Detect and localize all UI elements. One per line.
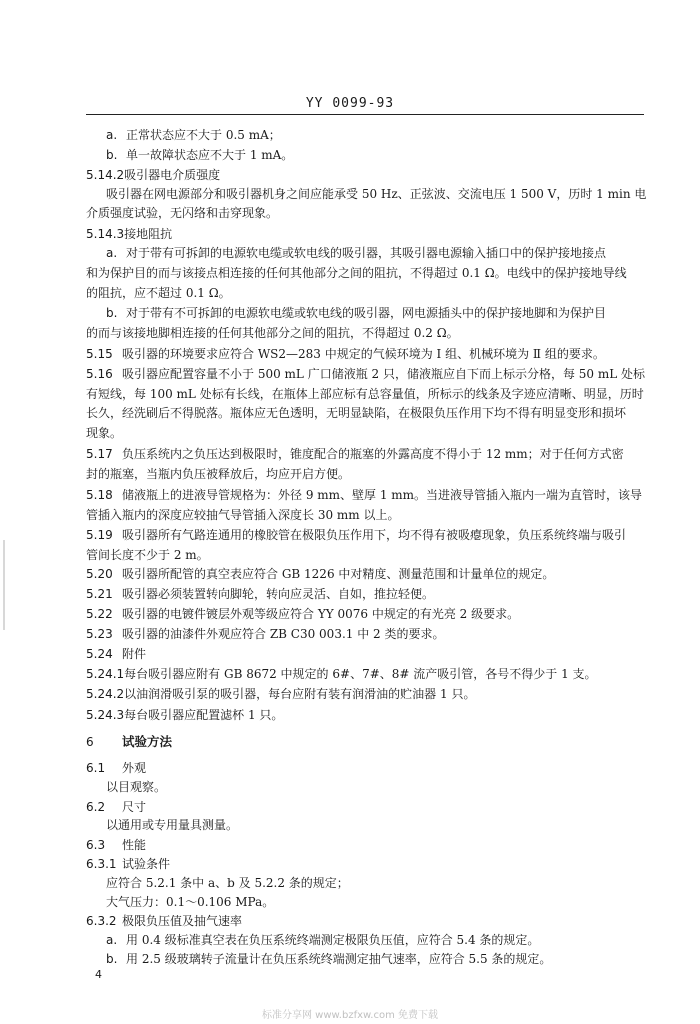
line-text: 的而与该接地脚相连接的任何其他部分之间的阻抗，不得超过 0.2 Ω。 — [86, 326, 459, 340]
line-text: 试验条件 — [122, 857, 171, 871]
line-text: 用 2.5 级玻璃转子流量计在负压系统终端测定抽气速率，应符合 5.5 条的规定。 — [126, 952, 552, 966]
line-text: 性能 — [122, 838, 147, 852]
paragraph-line — [86, 508, 399, 522]
line-text: 吸引器必须装置转向脚轮，转向应灵活、自如，推拉轻便。 — [122, 587, 435, 601]
paragraph-line — [86, 286, 231, 300]
item-label: b. — [106, 306, 118, 320]
line-text: 试验方法 — [122, 734, 173, 749]
clause-number: 6 — [86, 735, 94, 749]
line-text: 吸引器电介质强度 — [124, 168, 221, 182]
line-text: 应符合 5.2.1 条中 a、b 及 5.2.2 条的规定； — [106, 876, 349, 890]
line-text: 负压系统内之负压达到极限时，锥度配合的瓶塞的外露高度不得小于 12 mm；对于任何方式密 — [122, 447, 624, 461]
paragraph-line — [86, 206, 278, 220]
line-text: 大气压力：0.1～0.106 MPa。 — [106, 895, 275, 909]
paragraph-line — [106, 895, 274, 909]
line-text: 的阻抗，应不超过 0.1 Ω。 — [86, 286, 231, 300]
clause-line — [86, 687, 475, 701]
line-text: 正常状态应不大于 0.5 mA； — [126, 128, 281, 142]
clause-number: 5.22 — [86, 607, 113, 621]
line-text: 管插入瓶内的深度应较抽气导管插入深度长 30 mm 以上。 — [86, 508, 400, 522]
paragraph-line — [86, 406, 626, 420]
paragraph-line — [86, 426, 122, 440]
clause-number: 5.16 — [86, 367, 113, 381]
clause-number: 5.15 — [86, 347, 113, 361]
line-text: 吸引器的油漆件外观应符合 ZB C30 003.1 中 2 类的要求。 — [122, 627, 445, 641]
clause-line — [86, 447, 624, 461]
line-text: 对于带有不可拆卸的电源软电缆或软电线的吸引器，网电源插头中的保护接地脚和为保护目 — [126, 306, 607, 320]
clause-line — [86, 168, 220, 182]
watermark: 标准分享网 www.bzfxw.com 免费下载 — [262, 1010, 438, 1021]
clause-number: 6.1 — [86, 761, 106, 775]
item-label: b. — [106, 148, 118, 162]
item-label: b. — [106, 952, 118, 966]
list-item-line — [106, 246, 606, 260]
clause-line — [86, 227, 172, 241]
clause-number: 5.21 — [86, 587, 113, 601]
line-text: 吸引器应配置容量不小于 500 mL 广口储液瓶 2 只，储液瓶应自下而上标示分格，每 50 mL 处标 — [122, 367, 646, 381]
line-text: 长久，经洗刷后不得脱落。瓶体应无色透明，无明显缺陷，在极限负压作用下均不得有明显变形和损坏 — [86, 406, 627, 420]
line-text: 封的瓶塞，当瓶内负压被释放后，均应开启方便。 — [86, 467, 351, 481]
line-text: 以目观察。 — [106, 780, 167, 794]
clause-line — [86, 857, 170, 871]
clause-line — [86, 627, 444, 641]
clause-number: 5.20 — [86, 567, 113, 581]
clause-number: 5.23 — [86, 627, 113, 641]
line-text: 极限负压值及抽气速率 — [122, 914, 243, 928]
clause-line — [86, 800, 146, 814]
clause-number: 5.24.2 — [86, 687, 125, 701]
line-text: 以油润滑吸引泵的吸引器，每台应附有装有润滑油的贮油器 1 只。 — [124, 687, 476, 701]
paragraph-line — [106, 876, 349, 890]
clause-line — [86, 708, 283, 722]
item-label: a. — [106, 933, 118, 947]
clause-number: 5.24.1 — [86, 667, 125, 681]
page-number: 4 — [95, 968, 102, 981]
clause-line — [86, 528, 626, 542]
clause-number: 6.2 — [86, 800, 106, 814]
line-text: 用 0.4 级标准真空表在负压系统终端测定极限负压值，应符合 5.4 条的规定。 — [126, 933, 540, 947]
line-text: 吸引器所配管的真空表应符合 GB 1226 中对精度、测量范围和计量单位的规定。 — [122, 567, 555, 581]
line-text: 管间长度不少于 2 m。 — [86, 548, 209, 562]
header-rule — [86, 114, 644, 115]
line-text: 尺寸 — [122, 800, 147, 814]
clause-line — [86, 735, 172, 749]
clause-number: 5.14.3 — [86, 227, 125, 241]
line-text: 接地阻抗 — [124, 227, 173, 241]
list-item-line — [106, 306, 606, 320]
clause-number: 6.3.1 — [86, 857, 117, 871]
paragraph-line — [86, 467, 350, 481]
clause-line — [86, 914, 242, 928]
paragraph-line — [86, 326, 459, 340]
clause-line — [86, 607, 519, 621]
list-item-line — [106, 128, 281, 142]
standard-code-header: YY 0099-93 — [305, 96, 395, 111]
clause-number: 5.18 — [86, 488, 113, 502]
line-text: 介质强度试验，无闪络和击穿现象。 — [86, 206, 279, 220]
paragraph-line — [86, 266, 627, 280]
clause-line — [86, 667, 597, 681]
clause-number: 5.24.3 — [86, 708, 125, 722]
paragraph-line — [86, 548, 209, 562]
list-item-line — [106, 148, 293, 162]
line-text: 吸引器所有气路连通用的橡胶管在极限负压作用下，均不得有被吸瘪现象，负压系统终端与吸引 — [122, 528, 627, 542]
line-text: 单一故障状态应不大于 1 mA。 — [126, 148, 294, 162]
item-label: a. — [106, 246, 118, 260]
line-text: 外观 — [122, 761, 147, 775]
clause-number: 6.3 — [86, 838, 106, 852]
line-text: 以通用或专用量具测量。 — [106, 818, 239, 832]
clause-number: 5.14.2 — [86, 168, 125, 182]
clause-number: 5.17 — [86, 447, 113, 461]
scan-edge-mark — [3, 540, 5, 630]
line-text: 吸引器的电镀件镀层外观等级应符合 YY 0076 中规定的有光亮 2 级要求。 — [122, 607, 520, 621]
clause-number: 6.3.2 — [86, 914, 117, 928]
paragraph-line — [106, 818, 238, 832]
clause-line — [86, 838, 146, 852]
item-label: a. — [106, 128, 118, 142]
paragraph-line — [106, 780, 166, 794]
clause-number: 5.24 — [86, 647, 113, 661]
paragraph-line — [106, 187, 646, 201]
line-text: 吸引器的环境要求应符合 WS2—283 中规定的气候环境为 I 组、机械环境为 Ⅱ 组的要求。 — [122, 347, 605, 361]
clause-line — [86, 488, 642, 502]
line-text: 每台吸引器应配置滤杯 1 只。 — [124, 708, 284, 722]
clause-line — [86, 761, 146, 775]
line-text: 和为保护目的而与该接点相连接的任何其他部分之间的阻抗，不得超过 0.1 Ω。电线中的保护接地导线 — [86, 266, 627, 280]
clause-line — [86, 647, 146, 661]
line-text: 储液瓶上的进液导管规格为：外径 9 mm、壁厚 1 mm。当进液导管插入瓶内一端为直管时，该导 — [122, 488, 643, 502]
clause-line — [86, 567, 554, 581]
line-text: 吸引器在网电源部分和吸引器机身之间应能承受 50 Hz、正弦波、交流电压 1 500 V，历时 1 min 电 — [106, 187, 647, 201]
line-text: 每台吸引器应附有 GB 8672 中规定的 6#、7#、8# 流产吸引管，各号不得少于 1 支。 — [124, 667, 597, 681]
line-text: 有短线，每 100 mL 处标有长线，在瓶体上部应标有总容量值，所标示的线条及字迹应清晰、明显，历时 — [86, 387, 644, 401]
line-text: 对于带有可拆卸的电源软电缆或软电线的吸引器，其吸引器电源输入插口中的保护接地接点 — [126, 246, 607, 260]
clause-number: 5.19 — [86, 528, 113, 542]
line-text: 现象。 — [86, 426, 123, 440]
list-item-line — [106, 952, 551, 966]
clause-line — [86, 367, 645, 381]
paragraph-line — [86, 387, 644, 401]
clause-line — [86, 587, 434, 601]
line-text: 附件 — [122, 647, 147, 661]
clause-line — [86, 347, 605, 361]
list-item-line — [106, 933, 539, 947]
